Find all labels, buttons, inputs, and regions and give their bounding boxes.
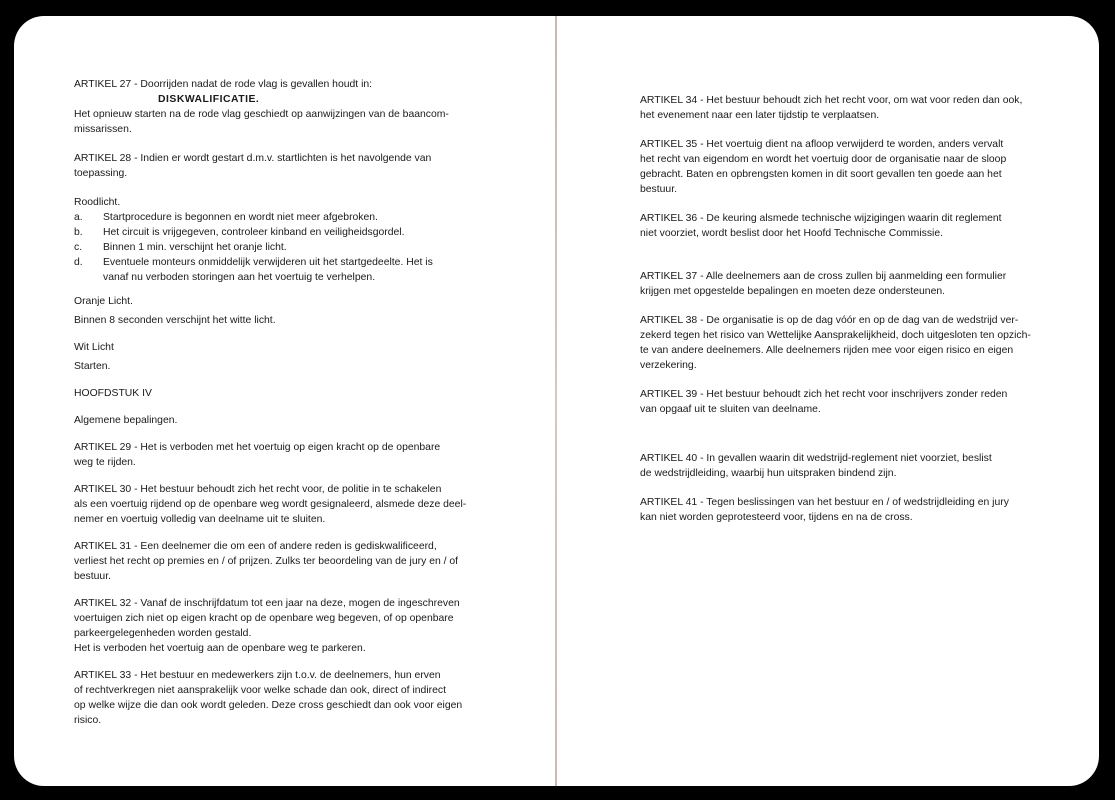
list-item: d. Eventuele monteurs onmiddelijk verwijderen uit het startgedeelte. Het is	[74, 257, 433, 268]
artikel-36	[640, 211, 1080, 241]
text-line: Het is verboden het voertuig aan de openbare weg te parkeren.	[74, 643, 366, 654]
list-item: a. Startprocedure is begonnen en wordt niet meer afgebroken.	[74, 212, 378, 223]
left-page	[74, 77, 504, 737]
list-item: b. Het circuit is vrijgegeven, controleer kinband en veiligheidsgordel.	[74, 227, 405, 238]
text-line: toepassing.	[74, 168, 128, 179]
roodlicht-heading	[74, 195, 504, 210]
text-line: Het opnieuw starten na de rode vlag geschiedt op aanwijzingen van de baancom-	[74, 109, 449, 120]
text-line: Oranje Licht.	[74, 296, 133, 307]
artikel-39	[640, 387, 1080, 417]
text-line: Algemene bepalingen.	[74, 415, 178, 426]
chapter-heading	[74, 386, 504, 401]
artikel-35	[640, 137, 1080, 197]
text-line: Starten.	[74, 361, 111, 372]
text-line: niet voorziet, wordt beslist door het Hoofd Technische Commissie.	[640, 228, 944, 239]
artikel-34	[640, 93, 1080, 123]
text-line: kan niet worden geprotesteerd voor, tijdens en na de cross.	[640, 512, 913, 523]
text-line: de wedstrijdleiding, waarbij hun uitspraken bindend zijn.	[640, 468, 897, 479]
text-line: ARTIKEL 36 - De keuring alsmede technische wijzigingen waarin dit reglement	[640, 213, 1002, 224]
text-line: krijgen met opgestelde bepalingen en moeten deze ondersteunen.	[640, 286, 946, 297]
oranje-licht	[74, 294, 504, 328]
artikel-30	[74, 482, 504, 527]
artikel-29	[74, 440, 504, 470]
text-line: ARTIKEL 30 - Het bestuur behoudt zich het recht voor, de politie in te schakelen	[74, 484, 442, 495]
artikel-27	[74, 77, 504, 137]
artikel-38	[640, 313, 1080, 373]
list-item-continued: vanaf nu verboden storingen aan het voertuig te verhelpen.	[103, 272, 376, 283]
text-line: ARTIKEL 40 - In gevallen waarin dit wedstrijd-reglement niet voorziet, beslist	[640, 453, 992, 464]
text-line: gebracht. Baten en opbrengsten komen in dit soort gevallen ten goede aan het	[640, 169, 1002, 180]
text-line: zekerd tegen het risico van Wettelijke Aansprakelijkheid, doch uitgesloten ten opzich-	[640, 330, 1031, 341]
text-line: Binnen 8 seconden verschijnt het witte licht.	[74, 315, 276, 326]
document-frame	[14, 16, 1099, 786]
text-line: te van andere deelnemers. Alle deelnemers rijden mee voor eigen risico en eigen	[640, 345, 1014, 356]
text-line: of rechtverkregen niet aansprakelijk voor welke schade dan ook, direct of indirect	[74, 685, 446, 696]
text-line: verliest het recht op premies en / of prijzen. Zulks ter beoordeling van de jury en / of	[74, 556, 459, 567]
text-line: ARTIKEL 27 - Doorrijden nadat de rode vlag is gevallen houdt in:	[74, 79, 373, 90]
artikel-32	[74, 596, 504, 656]
text-line: bestuur.	[74, 571, 111, 582]
text-line: ARTIKEL 28 - Indien er wordt gestart d.m.v. startlichten is het navolgende van	[74, 153, 432, 164]
text-line: ARTIKEL 31 - Een deelnemer die om een of andere reden is gediskwalificeerd,	[74, 541, 437, 552]
text-line: ARTIKEL 33 - Het bestuur en medewerkers zijn t.o.v. de deelnemers, hun erven	[74, 670, 441, 681]
section-heading	[74, 413, 504, 428]
text-line: Wit Licht	[74, 342, 114, 353]
text-line: ARTIKEL 39 - Het bestuur behoudt zich het recht voor inschrijvers zonder reden	[640, 389, 1008, 400]
artikel-28	[74, 151, 504, 181]
text-line: HOOFDSTUK IV	[74, 388, 152, 399]
text-line: ARTIKEL 34 - Het bestuur behoudt zich het recht voor, om wat voor reden dan ook,	[640, 95, 1023, 106]
text-line: ARTIKEL 41 - Tegen beslissingen van het bestuur en / of wedstrijdleiding en jury	[640, 497, 1009, 508]
text-line: als een voertuig rijdend op de openbare weg wordt gesignaleerd, alsmede deze deel-	[74, 499, 467, 510]
text-line: weg te rijden.	[74, 457, 136, 468]
text-line: het recht van eigendom en wordt het voertuig door de organisatie naar de sloop	[640, 154, 1007, 165]
text-line: parkeergelegenheden worden gestald.	[74, 628, 252, 639]
artikel-31	[74, 539, 504, 584]
diskwalificatie-heading: DISKWALIFICATIE.	[158, 94, 260, 105]
text-line: nemer en voertuig volledig van deelname uit te sluiten.	[74, 514, 326, 525]
start-procedure-list	[74, 210, 504, 285]
artikel-41	[640, 495, 1080, 525]
text-line: van opgaaf uit te sluiten van deelname.	[640, 404, 821, 415]
text-line: het evenement naar een later tijdstip te verplaatsen.	[640, 110, 880, 121]
text-line: missarissen.	[74, 124, 132, 135]
wit-licht	[74, 340, 504, 374]
book-spine	[555, 16, 557, 786]
text-line: bestuur.	[640, 184, 677, 195]
text-line: verzekering.	[640, 360, 697, 371]
text-line: ARTIKEL 38 - De organisatie is op de dag vóór en op de dag van de wedstrijd ver-	[640, 315, 1019, 326]
list-item: c. Binnen 1 min. verschijnt het oranje licht.	[74, 242, 287, 253]
text-line: ARTIKEL 32 - Vanaf de inschrijfdatum tot een jaar na deze, mogen de ingeschreven	[74, 598, 460, 609]
text-line: ARTIKEL 29 - Het is verboden met het voertuig op eigen kracht op de openbare	[74, 442, 441, 453]
artikel-37	[640, 269, 1080, 299]
right-page	[640, 93, 1080, 534]
text-line: ARTIKEL 35 - Het voertuig dient na afloop verwijderd te worden, anders vervalt	[640, 139, 1004, 150]
text-line: op welke wijze die dan ook wordt geleden. Deze cross geschiedt dan ook voor eigen	[74, 700, 463, 711]
artikel-33	[74, 668, 504, 728]
text-line: voertuigen zich niet op eigen kracht op de openbare weg begeven, of op openbare	[74, 613, 454, 624]
text-line: Roodlicht.	[74, 197, 121, 208]
artikel-40	[640, 451, 1080, 481]
text-line: risico.	[74, 715, 102, 726]
text-line: ARTIKEL 37 - Alle deelnemers aan de cross zullen bij aanmelding een formulier	[640, 271, 1007, 282]
